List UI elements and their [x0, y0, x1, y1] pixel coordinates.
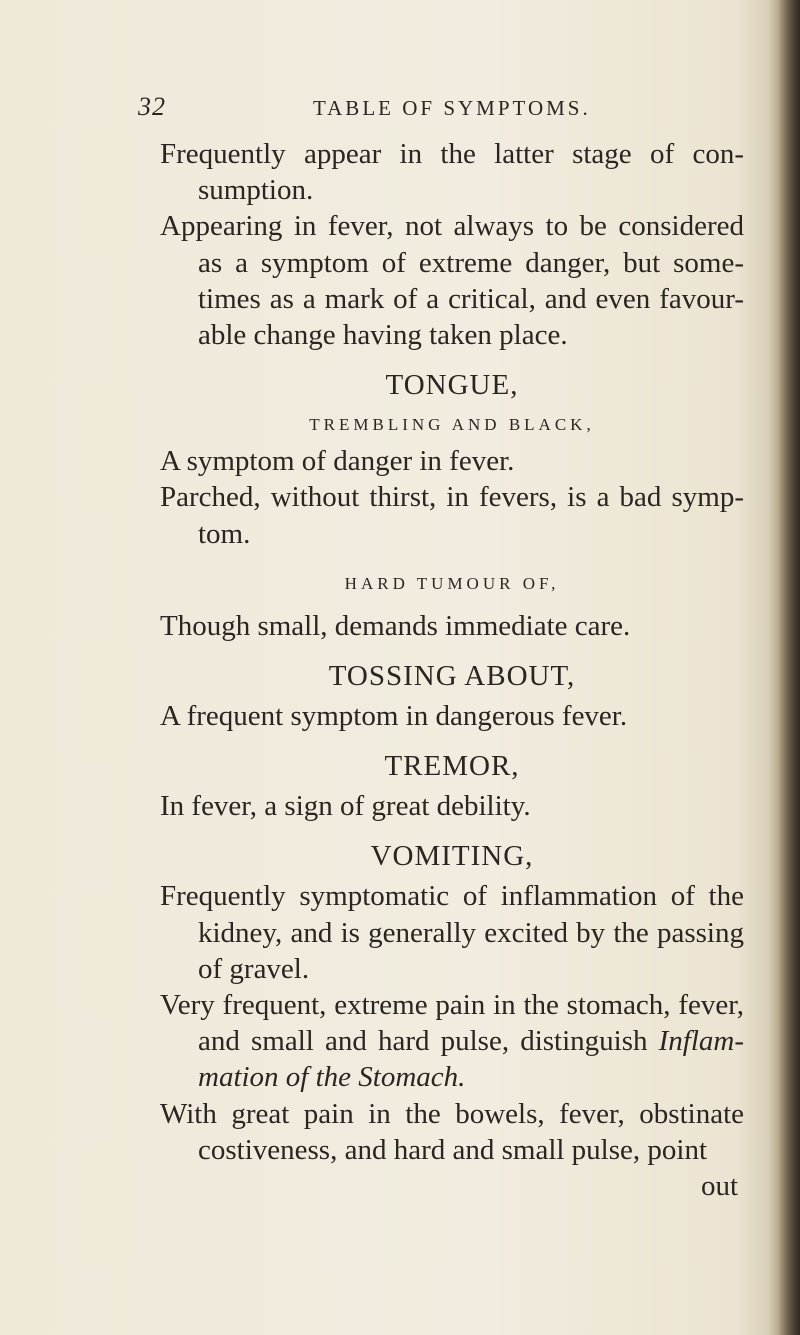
entry-tossing: A frequent symptom in dangerous fever. — [160, 700, 628, 733]
entry-stomach-text: Very frequent, extreme pain in the stomach, fever, and small and hard pulse, distinguish — [160, 989, 744, 1058]
entry-tremor: In fever, a sign of great debility. — [160, 790, 531, 823]
heading-tremor: TREMOR, — [384, 750, 520, 783]
entry-consumption: Frequently appear in the latter stage of con-sumption. — [160, 138, 744, 207]
subheading-hard-tumour: HARD TUMOUR OF, — [344, 573, 560, 593]
entry-vomiting-stomach — [160, 987, 744, 1096]
heading-tossing: TOSSING ABOUT, — [328, 660, 576, 693]
entry-tumour: Though small, demands immediate care. — [160, 609, 631, 642]
page-header — [138, 92, 740, 132]
entry-tongue-parched: Parched, without thirst, in fevers, is a bad symp-tom. — [160, 481, 744, 550]
body-text — [160, 136, 744, 1204]
page-edge-shadow — [778, 0, 800, 1335]
heading-vomiting: VOMITING, — [370, 840, 534, 873]
heading-tongue: TONGUE, — [385, 369, 519, 402]
running-head: TABLE OF SYMPTOMS. — [313, 96, 591, 120]
entry-fever-critical: Appearing in fever, not always to be considered as a symptom of extreme danger, but some-times as a mark of a critical, and even favour-able change having taken place. — [160, 210, 744, 352]
entry-tongue-danger: A symptom of danger in fever. — [160, 445, 515, 478]
page-number: 32 — [138, 92, 166, 121]
catchword: out — [700, 1170, 738, 1203]
entry-vomiting-bowels: With great pain in the bowels, fever, obstinate costiveness, and hard and small pulse, point — [160, 1097, 744, 1166]
entry-vomiting-kidney: Frequently symptomatic of inflammation of the kidney, and is generally excited by the passing of gravel. — [160, 880, 744, 985]
entry-stomach-italic: Inflam-mation of the Stomach. — [198, 1025, 744, 1094]
subheading-trembling: TREMBLING AND BLACK, — [309, 415, 595, 435]
